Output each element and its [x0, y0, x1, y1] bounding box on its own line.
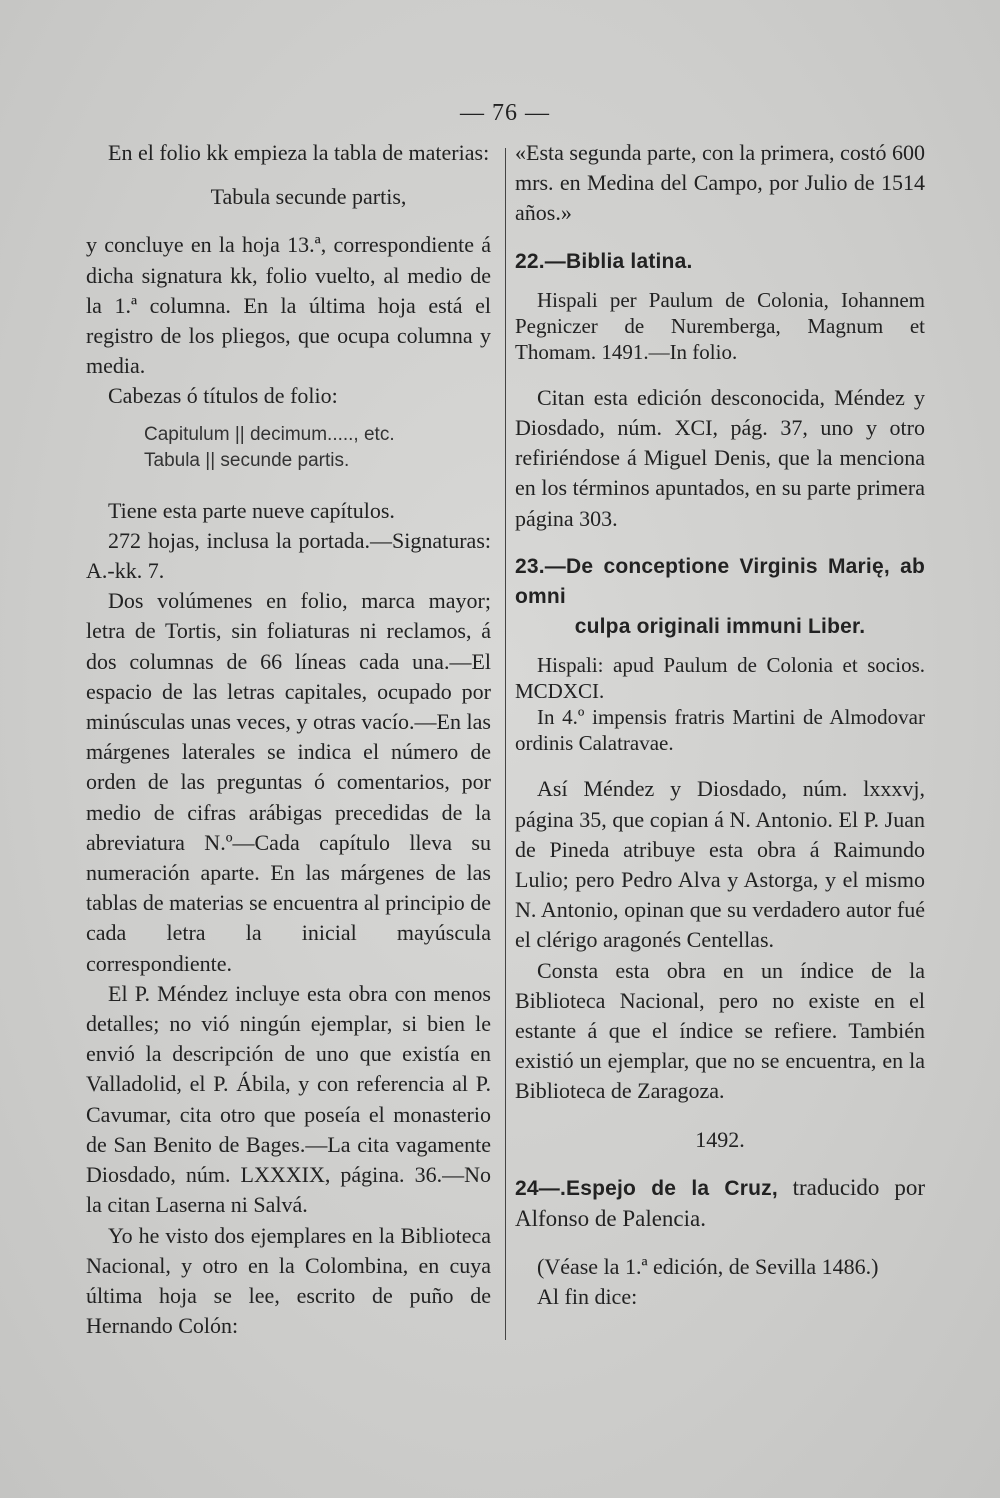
column-divider: [505, 148, 506, 1340]
entry-22-heading: 22.—Biblia latina.: [515, 249, 693, 273]
entry-24-note-2: Al fin dice:: [537, 1284, 638, 1310]
paragraph-mendez: El P. Méndez incluye esta obra con menos detalles; no vió ningún ejemplar, si bien le envió la descripción de uno que existía en Valladolid, el P. Ábila, y con referencia al P. Cavumar, cita otro que poseía el monasterio de San Benito de Bages.—La cita vagamente Diosdado, núm. LXXXIX, página. 36.—No la citan Laserna ni Salvá.: [86, 980, 491, 1218]
entry-24-heading: [515, 1173, 925, 1234]
paragraph-ejemplares: Yo he visto dos ejemplares en la Biblioteca Nacional, y otro en la Colombina, en cuya última hoja se lee, escrito de puño de Hernando Colón:: [86, 1222, 491, 1339]
quote-line-2: Tabula || secunde partis.: [144, 449, 350, 471]
entry-24-title: 24—.Espejo de la Cruz,: [515, 1176, 778, 1200]
entry-24-note: (Véase la 1.ª edición, de Sevilla 1486.): [537, 1254, 879, 1280]
paragraph-capitulos: Tiene esta parte nueve capítulos.: [108, 497, 395, 523]
right-column: [515, 138, 925, 1313]
entry-24-subtitle: traducido por Alfonso de Palencia.: [515, 1174, 925, 1232]
entry-23-heading-line-2: culpa originali immuni Liber.: [574, 615, 866, 639]
paragraph-conclusion: y concluye en la hoja 13.ª, correspondiente á dicha signatura kk, folio vuelto, al medio de la 1.ª columna. En la última hoja está el registro de los pliegos, que ocupa columna y media.: [86, 232, 491, 379]
year-heading: 1492.: [695, 1126, 745, 1152]
paragraph-volumenes: Dos volúmenes en folio, marca mayor; letra de Tortis, sin foliaturas ni reclamos, á dos columnas de 66 líneas cada una.—El espacio de las letras capitales, ocupado por minúsculas unas veces, y otras vacío.—En las márgenes laterales se indica el número de orden de las preguntas ó comentarios, por medio de cifras arábigas precedidas de la abreviatura N.º—Cada capítulo lleva su numeración aparte. En las márgenes de las tablas de materias se encuentra al principio de cada letra la inicial mayúscula correspondiente.: [86, 588, 491, 976]
paragraph-tabla-intro: En el folio kk empieza la tabla de materias:: [108, 140, 490, 165]
quote-line-1: Capitulum || decimum....., etc.: [144, 423, 395, 445]
entry-23-note-2: Consta esta obra en un índice de la Biblioteca Nacional, pero no existe en el estante á que el índice se refiere. También existió un ejemplar, que no se encuentra, en la Biblioteca de Zaragoza.: [515, 957, 925, 1104]
entry-23-imprint-2: In 4.º impensis fratris Martini de Almodovar ordinis Calatravae.: [515, 705, 925, 756]
entry-22-note: Citan esta edición desconocida, Méndez y Diosdado, núm. XCI, pág. 37, uno y otro refiriéndose á Miguel Denis, que la menciona en los términos apuntados, en su parte primera página 303.: [515, 384, 925, 531]
entry-23-note-1: Así Méndez y Diosdado, núm. lxxxvj, página 35, que copian á N. Antonio. El P. Juan de Pineda atribuye esta obra á Raimundo Lulio; pero Pedro Alva y Astorga, y el mismo N. Antonio, opinan que su verdadero autor fué el clérigo aragonés Centellas.: [515, 776, 925, 953]
entry-23-heading-line-1: 23.—De conceptione Virginis Marię, ab omni: [515, 554, 925, 609]
entry-23-imprint-1: Hispali: apud Paulum de Colonia et socios. MCDXCI.: [515, 653, 925, 704]
page-number: — 76 —: [460, 100, 550, 126]
entry-22-imprint: Hispali per Paulum de Colonia, Iohannem Pegniczer de Nuremberga, Magnum et Thomam. 1491.—In folio.: [515, 287, 925, 364]
folio-headings-quote: [86, 422, 491, 474]
tabula-line: Tabula secunde partis,: [210, 184, 407, 210]
paragraph-hojas: 272 hojas, inclusa la portada.—Signaturas: A.-kk. 7.: [86, 527, 491, 584]
left-column: [86, 138, 491, 1341]
colon-quote: «Esta segunda parte, con la primera, costó 600 mrs. en Medina del Campo, por Julio de 1514 años.»: [515, 140, 925, 226]
paragraph-cabezas: Cabezas ó títulos de folio:: [108, 383, 338, 409]
